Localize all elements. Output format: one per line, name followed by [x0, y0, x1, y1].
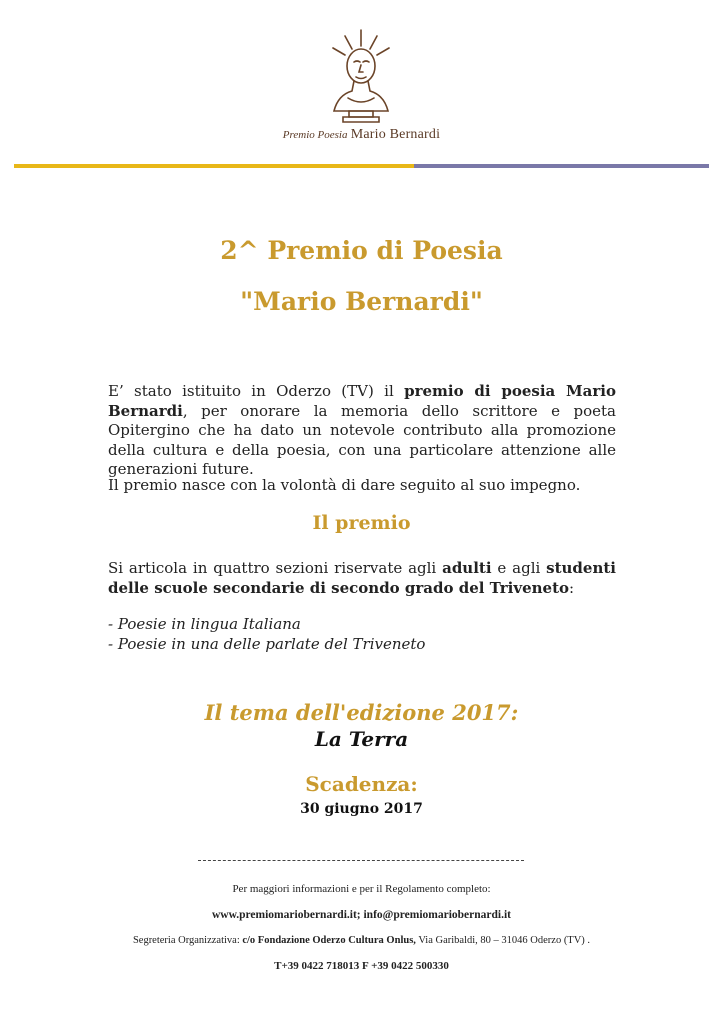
intro-paragraph [108, 382, 616, 480]
list-item: - Poesie in lingua Italiana [108, 615, 301, 633]
footer-contacts[interactable]: www.premiomariobernardi.it; info@premiomariobernardi.it [211, 909, 512, 921]
premio-bold-1: adulti [442, 559, 492, 577]
tema-label: Il tema dell'edizione 2017: [204, 700, 519, 725]
footer-phone: T+39 0422 718013 F +39 0422 500330 [274, 960, 449, 972]
premio-paragraph [108, 559, 616, 598]
header-band-gray [414, 164, 709, 168]
scadenza-value: 30 giugno 2017 [300, 801, 423, 817]
footer-info: Per maggiori informazioni e per il Regolamento completo: [232, 883, 491, 895]
bust-logo-icon [323, 28, 399, 124]
list-item: - Poesie in una delle parlate del Triveneto [108, 634, 426, 653]
intro-text-2: , per onorare la memoria dello scrittore e poeta Opitergino che ha dato un notevole contributo alla promozione della cultura e della poesia, con una particolare attenzione alle generazioni future. [108, 401, 616, 478]
footer-divider [198, 860, 524, 861]
segreteria-label: Segreteria Organizzativa: [132, 935, 243, 946]
intro-bold: premio di poesia Mario Bernardi [108, 382, 616, 420]
premio-text-3: : [569, 578, 575, 597]
logo-caption-name: Mario Bernardi [350, 127, 441, 142]
premio-bold-2: studenti delle scuole secondarie di secondo grado del Triveneto [108, 559, 616, 597]
segreteria-bold: c/o Fondazione Oderzo Cultura Onlus, [242, 935, 416, 946]
premio-text-1: Si articola in quattro sezioni riservate agli [108, 559, 443, 577]
header-band-gold [14, 164, 414, 168]
intro-text-1: E’ stato istituito in Oderzo (TV) il [108, 382, 405, 400]
segreteria-address: Via Garibaldi, 80 – 31046 Oderzo (TV) . [415, 935, 591, 946]
sections-list [108, 615, 425, 654]
premio-text-2: e agli [491, 559, 547, 577]
premio-heading: Il premio [312, 512, 411, 534]
logo-caption-small: Premio Poesia [282, 129, 348, 141]
scadenza-label: Scadenza: [305, 772, 418, 796]
footer-segreteria [0, 935, 723, 946]
logo-caption [0, 126, 723, 143]
tema-value: La Terra [314, 727, 409, 751]
page-title-line2: "Mario Bernardi" [240, 287, 483, 316]
page-title-line1: 2^ Premio di Poesia [220, 236, 503, 265]
intro-line2: Il premio nasce con la volontà di dare seguito al suo impegno. [108, 476, 581, 494]
